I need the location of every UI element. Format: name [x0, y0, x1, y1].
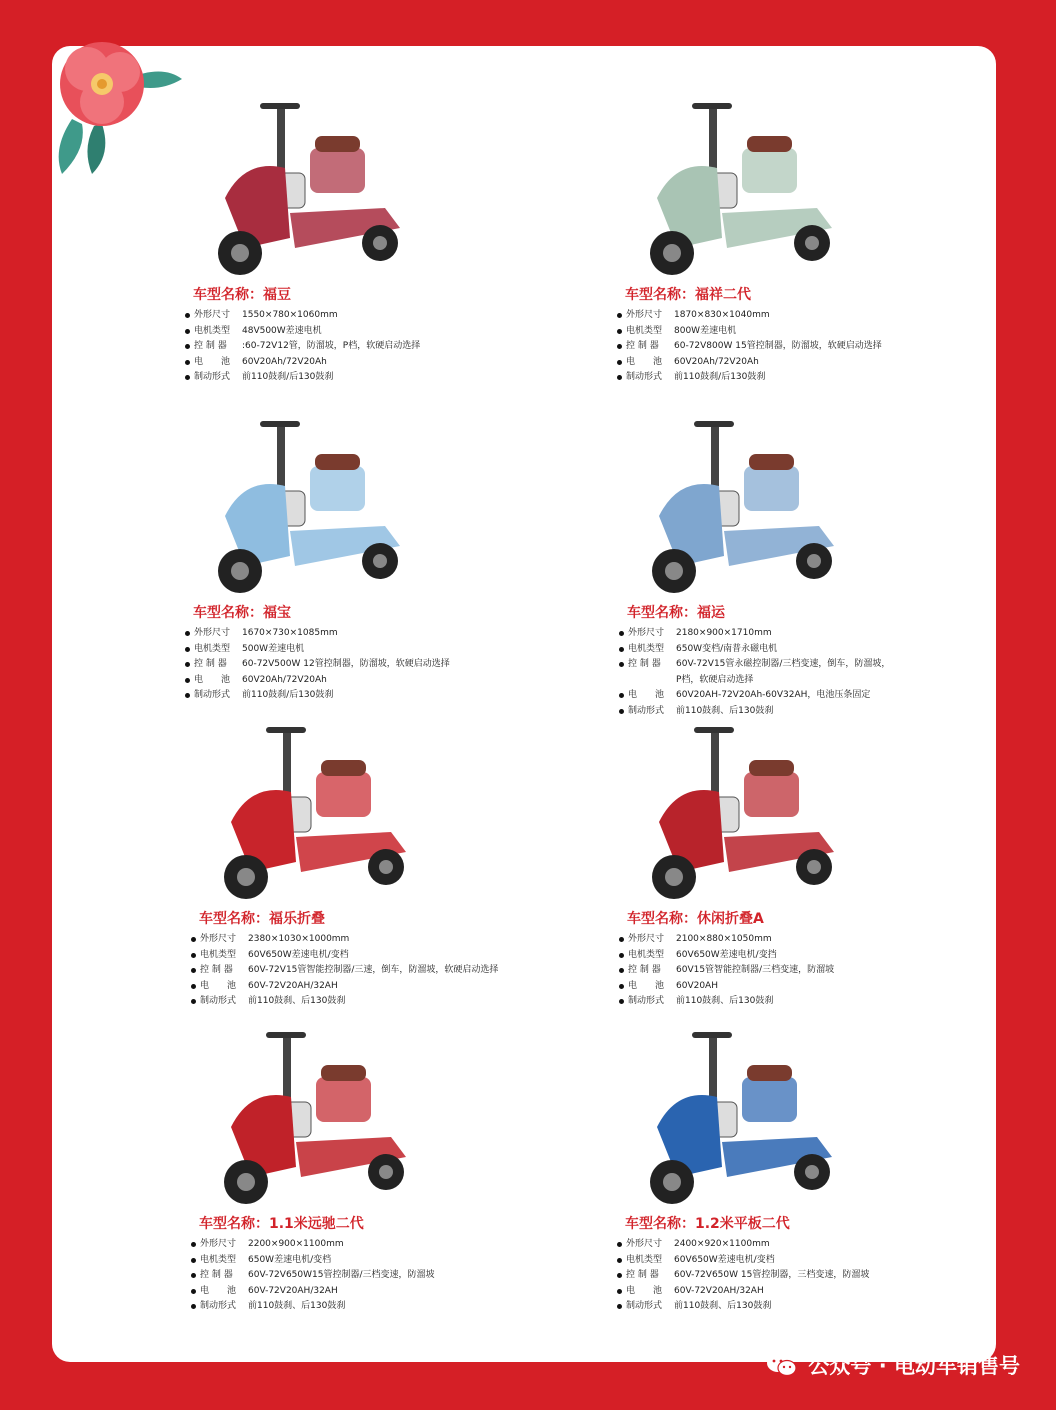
spec-value: 48V500W差速电机: [242, 325, 322, 336]
bullet-icon: [619, 662, 624, 667]
spec-value: 60V650W差速电机/变档: [248, 949, 349, 960]
vehicle-image-icon: [191, 702, 431, 907]
bullet-icon: [185, 693, 190, 698]
spec-row: [185, 324, 565, 340]
bullet-icon: [191, 953, 196, 958]
spec-label: 电 池: [628, 690, 665, 700]
product-card: [617, 78, 997, 383]
spec-value: 前110鼓刹、后130鼓刹: [674, 1301, 772, 1311]
spec-label: 控 制 器: [626, 1270, 659, 1280]
spec-row: [185, 370, 565, 386]
spec-value: :60-72V12管，防溜坡，P档，软硬启动选择: [242, 341, 421, 351]
spec-row: [185, 355, 565, 371]
spec-row: [619, 626, 999, 642]
vehicle-image-icon: [619, 702, 859, 907]
bullet-icon: [185, 329, 190, 334]
spec-label: 控 制 器: [194, 341, 227, 351]
spec-value: 60V-72V650W 15管控制器，三档变速，防溜坡: [674, 1270, 870, 1280]
bullet-icon: [619, 647, 624, 652]
spec-list: [617, 1237, 997, 1315]
footer-watermark: [766, 1350, 1020, 1380]
spec-value: 前110鼓刹/后130鼓刹: [674, 372, 766, 382]
spec-label: 控 制 器: [200, 1270, 233, 1280]
spec-row: [185, 642, 565, 658]
spec-label: 控 制 器: [194, 659, 227, 669]
product-name: 车型名称：福祥二代: [625, 287, 751, 303]
spec-label: 外形尺寸: [626, 1239, 663, 1249]
bullet-icon: [617, 375, 622, 380]
spec-value: 1550×780×1060mm: [242, 310, 338, 320]
spec-label: 电机类型: [200, 1254, 237, 1265]
spec-row: [619, 979, 999, 995]
spec-label: 外形尺寸: [628, 628, 665, 638]
bullet-icon: [185, 647, 190, 652]
spec-value: 2400×920×1100mm: [674, 1239, 770, 1249]
spec-label: 外形尺寸: [628, 934, 665, 944]
spec-value: 60V20AH-72V20Ah-60V32AH，电池压条固定: [676, 690, 871, 700]
spec-row: [191, 1284, 571, 1300]
spec-list: [617, 308, 997, 386]
spec-value: 650W变档/南普永磁电机: [676, 643, 778, 654]
spec-row: [619, 963, 999, 979]
spec-row: [185, 308, 565, 324]
spec-value: 1670×730×1085mm: [242, 628, 338, 638]
spec-label: 外形尺寸: [200, 934, 237, 944]
spec-row: [185, 339, 565, 355]
spec-label: 电机类型: [628, 643, 665, 654]
bullet-icon: [619, 953, 624, 958]
spec-value: 60V15管智能控制器/三档变速，防溜坡: [676, 965, 835, 975]
spec-value: 60V-72V15管智能控制器/三速，倒车，防溜坡，软硬启动选择: [248, 965, 499, 975]
vehicle-image-icon: [185, 78, 425, 283]
spec-label: 电 池: [626, 356, 663, 367]
spec-label: 电 池: [200, 1285, 237, 1296]
bullet-icon: [185, 313, 190, 318]
bullet-icon: [191, 1289, 196, 1294]
spec-label: 外形尺寸: [194, 628, 231, 638]
spec-value: 前110鼓刹、后130鼓刹: [676, 996, 774, 1006]
spec-value: 60V-72V20AH/32AH: [248, 980, 338, 991]
bullet-icon: [185, 375, 190, 380]
spec-row: [185, 657, 565, 673]
spec-row: [191, 932, 571, 948]
spec-value: 前110鼓刹/后130鼓刹: [242, 690, 334, 700]
product-card: [619, 702, 999, 1007]
spec-row: [191, 1253, 571, 1269]
spec-label: 控 制 器: [200, 965, 233, 975]
spec-value: 2380×1030×1000mm: [248, 934, 350, 944]
spec-row: [619, 673, 999, 689]
spec-row: [191, 1268, 571, 1284]
spec-value: 60V-72V20AH/32AH: [674, 1285, 764, 1296]
spec-value: 60-72V800W 15管控制器，防溜坡，软硬启动选择: [674, 341, 882, 351]
spec-row: [619, 948, 999, 964]
spec-label: 电机类型: [626, 325, 663, 336]
product-name: 车型名称：休闲折叠A: [627, 911, 764, 927]
spec-value: 1870×830×1040mm: [674, 310, 770, 320]
footer-text: 公众号 · 电动车销售号: [808, 1354, 1020, 1378]
spec-label: 电 池: [194, 674, 231, 685]
spec-row: [617, 308, 997, 324]
spec-row: [185, 626, 565, 642]
spec-label: 外形尺寸: [626, 310, 663, 320]
spec-row: [191, 1299, 571, 1315]
spec-row: [191, 963, 571, 979]
bullet-icon: [185, 360, 190, 365]
vehicle-image-icon: [617, 1007, 857, 1212]
spec-label: 制动形式: [194, 372, 231, 382]
spec-value: 60V-72V15管永磁控制器/三档变速，倒车，防溜坡，: [676, 659, 891, 669]
product-name: 车型名称：1.1米远驰二代: [199, 1216, 364, 1232]
spec-row: [619, 657, 999, 673]
product-name: 车型名称：福豆: [193, 287, 291, 303]
spec-value: 60V650W差速电机/变挡: [676, 949, 777, 960]
spec-label: 制动形式: [200, 996, 237, 1006]
bullet-icon: [191, 937, 196, 942]
bullet-icon: [619, 937, 624, 942]
spec-row: [619, 932, 999, 948]
spec-label: 控 制 器: [628, 659, 661, 669]
spec-label: 电机类型: [628, 949, 665, 960]
bullet-icon: [185, 344, 190, 349]
bullet-icon: [617, 1258, 622, 1263]
spec-label: 电 池: [194, 356, 231, 367]
spec-label: 控 制 器: [628, 965, 661, 975]
bullet-icon: [619, 984, 624, 989]
bullet-icon: [191, 1273, 196, 1278]
spec-value: 500W差速电机: [242, 643, 305, 654]
spec-row: [617, 1253, 997, 1269]
spec-list: [191, 932, 571, 1010]
bullet-icon: [617, 1273, 622, 1278]
spec-label: 制动形式: [628, 996, 665, 1006]
spec-value: P档，软硬启动选择: [676, 674, 754, 685]
spec-value: 60-72V500W 12管控制器，防溜坡，软硬启动选择: [242, 659, 450, 669]
spec-label: 控 制 器: [626, 341, 659, 351]
spec-value: 650W差速电机/变档: [248, 1254, 332, 1265]
spec-row: [619, 642, 999, 658]
spec-label: 电 池: [626, 1285, 663, 1296]
product-card: [185, 78, 565, 383]
spec-label: 外形尺寸: [194, 310, 231, 320]
spec-value: 前110鼓刹、后130鼓刹: [676, 705, 774, 716]
bullet-icon: [191, 999, 196, 1004]
bullet-icon: [619, 631, 624, 636]
spec-row: [617, 1268, 997, 1284]
vehicle-image-icon: [185, 396, 425, 601]
spec-row: [185, 673, 565, 689]
bullet-icon: [617, 1289, 622, 1294]
spec-label: 制动形式: [194, 690, 231, 700]
bullet-icon: [191, 1304, 196, 1309]
spec-label: 电 池: [628, 980, 665, 991]
spec-label: 电 池: [200, 980, 237, 991]
spec-row: [617, 324, 997, 340]
spec-list: [191, 1237, 571, 1315]
spec-label: 电机类型: [626, 1254, 663, 1265]
product-name: 车型名称：福乐折叠: [199, 911, 325, 927]
bullet-icon: [617, 344, 622, 349]
spec-value: 2100×880×1050mm: [676, 934, 772, 944]
spec-row: [191, 1237, 571, 1253]
bullet-icon: [617, 1242, 622, 1247]
vehicle-image-icon: [619, 396, 859, 601]
flower-decoration-icon: [32, 24, 192, 184]
bullet-icon: [619, 999, 624, 1004]
spec-value: 2180×900×1710mm: [676, 628, 772, 638]
product-name: 车型名称：1.2米平板二代: [625, 1216, 790, 1232]
spec-value: 800W差速电机: [674, 325, 737, 336]
product-name: 车型名称：福宝: [193, 605, 291, 621]
bullet-icon: [185, 662, 190, 667]
bullet-icon: [619, 693, 624, 698]
product-name: 车型名称：福运: [627, 605, 725, 621]
spec-value: 60V20AH: [676, 980, 718, 991]
spec-value: 60V20Ah/72V20Ah: [242, 356, 327, 367]
product-card: [619, 396, 999, 716]
spec-value: 60V20Ah/72V20Ah: [674, 356, 759, 367]
bullet-icon: [185, 631, 190, 636]
spec-value: 60V-72V650W15管控制器/三档变速，防溜坡: [248, 1270, 435, 1280]
spec-value: 60V20Ah/72V20Ah: [242, 674, 327, 685]
spec-label: 电机类型: [194, 325, 231, 336]
spec-row: [617, 1299, 997, 1315]
bullet-icon: [185, 678, 190, 683]
vehicle-image-icon: [191, 1007, 431, 1212]
spec-row: [617, 370, 997, 386]
product-card: [617, 1007, 997, 1312]
wechat-icon: [766, 1353, 798, 1377]
product-card: [191, 1007, 571, 1312]
spec-value: 前110鼓刹、后130鼓刹: [248, 996, 346, 1006]
spec-list: [185, 626, 565, 704]
spec-label: 电机类型: [200, 949, 237, 960]
spec-label: 制动形式: [200, 1301, 237, 1311]
spec-row: [617, 339, 997, 355]
bullet-icon: [191, 968, 196, 973]
spec-label: 外形尺寸: [200, 1239, 237, 1249]
spec-value: 60V-72V20AH/32AH: [248, 1285, 338, 1296]
spec-list: [185, 308, 565, 386]
spec-list: [619, 932, 999, 1010]
spec-row: [617, 1284, 997, 1300]
spec-label: 制动形式: [626, 372, 663, 382]
bullet-icon: [617, 313, 622, 318]
spec-label: 制动形式: [626, 1301, 663, 1311]
bullet-icon: [617, 360, 622, 365]
spec-value: 前110鼓刹/后130鼓刹: [242, 372, 334, 382]
spec-row: [191, 979, 571, 995]
spec-row: [617, 1237, 997, 1253]
bullet-icon: [617, 1304, 622, 1309]
bullet-icon: [191, 1242, 196, 1247]
bullet-icon: [617, 329, 622, 334]
bullet-icon: [191, 984, 196, 989]
product-card: [185, 396, 565, 701]
spec-row: [617, 355, 997, 371]
spec-label: 电机类型: [194, 643, 231, 654]
spec-value: 前110鼓刹、后130鼓刹: [248, 1301, 346, 1311]
spec-row: [191, 948, 571, 964]
vehicle-image-icon: [617, 78, 857, 283]
product-card: [191, 702, 571, 1007]
bullet-icon: [619, 968, 624, 973]
spec-value: 60V650W差速电机/变档: [674, 1254, 775, 1265]
spec-value: 2200×900×1100mm: [248, 1239, 344, 1249]
spec-label: 制动形式: [628, 705, 665, 716]
bullet-icon: [191, 1258, 196, 1263]
